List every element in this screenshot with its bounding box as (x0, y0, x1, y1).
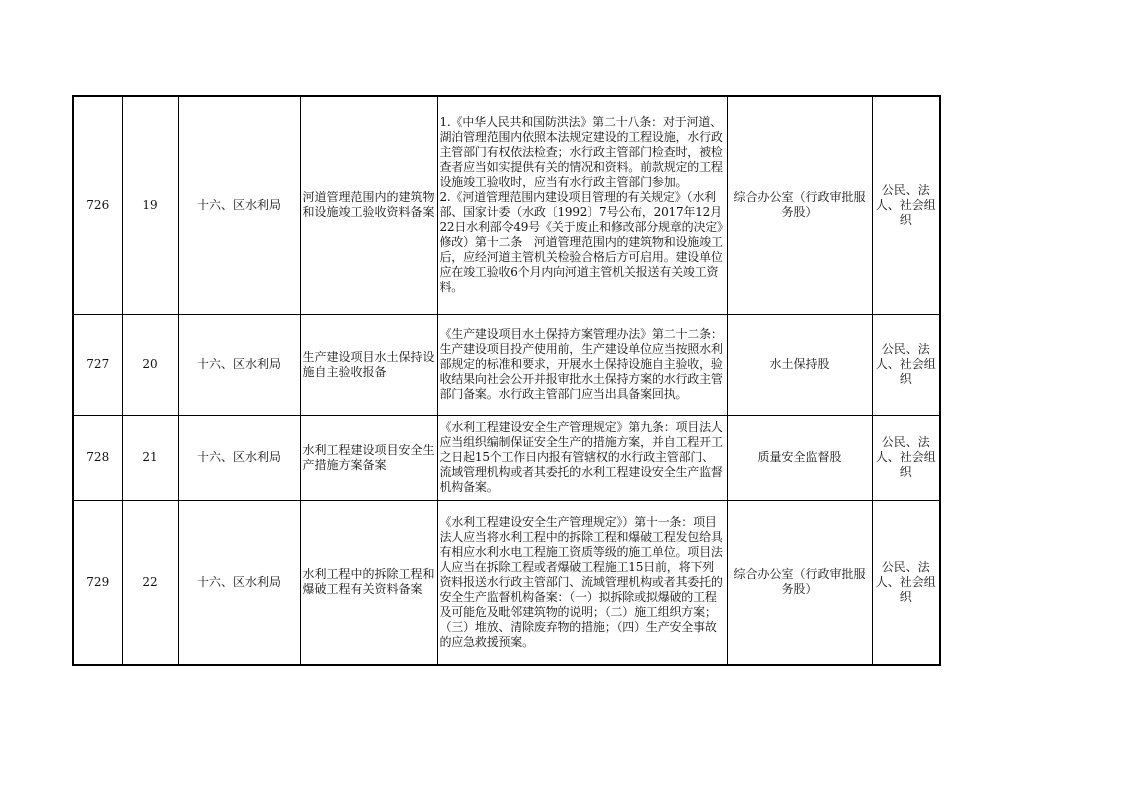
legal-basis-cell: 《水利工程建设安全生产管理规定》第九条：项目法人应当组织编制保证安全生产的措施方案，并自工程开工之日起15个工作日内报有管辖权的水行政主管部门、流域管理机构或者其委托的水利工程建设安全生产监督机构备案。 (437, 415, 727, 500)
target-cell: 公民、法人、社会组织 (872, 500, 940, 665)
dept-cell: 十六、区水利局 (178, 415, 300, 500)
sub-seq-cell: 22 (122, 500, 178, 665)
item-name-cell: 水利工程中的拆除工程和爆破工程有关资料备案 (300, 500, 437, 665)
records-table (72, 95, 941, 666)
legal-basis-cell: 《生产建设项目水土保持方案管理办法》第二十二条：生产建设项目投产使用前，生产建设单位应当按照水利部规定的标准和要求，开展水土保持设施自主验收，验收结果向社会公开并报审批水土保持方案的水行政主管部门备案。水行政主管部门应当出具备案回执。 (437, 314, 727, 415)
office-cell: 综合办公室（行政审批服务股） (727, 96, 872, 314)
seq-cell: 726 (73, 96, 122, 314)
table-row (73, 500, 940, 665)
dept-cell: 十六、区水利局 (178, 96, 300, 314)
target-cell: 公民、法人、社会组织 (872, 314, 940, 415)
office-cell: 水土保持股 (727, 314, 872, 415)
office-cell: 质量安全监督股 (727, 415, 872, 500)
dept-cell: 十六、区水利局 (178, 500, 300, 665)
table-row (73, 314, 940, 415)
legal-basis-cell: 1.《中华人民共和国防洪法》第二十八条：对于河道、湖泊管理范围内依照本法规定建设的工程设施，水行政主管部门有权依法检查；水行政主管部门检查时，被检查者应当如实提供有关的情况和资料。前款规定的工程设施竣工验收时，应当有水行政主管部门参加。 2.《河道管理范围内建设项目管理的有关规定》（水利部、国家计委（水政〔1992〕7号公布，2017年12月22日水利部令49号《关于废止和修改部分规章的决定》修改）第十二条 河道管理范围内的建筑物和设施竣工后，应经河道主管机关检验合格后方可启用。建设单位应在竣工验收6个月内向河道主管机关报送有关竣工资料。 (437, 96, 727, 314)
target-cell: 公民、法人、社会组织 (872, 415, 940, 500)
dept-cell: 十六、区水利局 (178, 314, 300, 415)
sub-seq-cell: 19 (122, 96, 178, 314)
seq-cell: 729 (73, 500, 122, 665)
item-name-cell: 河道管理范围内的建筑物和设施竣工验收资料备案 (300, 96, 437, 314)
table-row (73, 96, 940, 314)
item-name-cell: 生产建设项目水土保持设施自主验收报备 (300, 314, 437, 415)
sub-seq-cell: 20 (122, 314, 178, 415)
seq-cell: 728 (73, 415, 122, 500)
item-name-cell: 水利工程建设项目安全生产措施方案备案 (300, 415, 437, 500)
target-cell: 公民、法人、社会组织 (872, 96, 940, 314)
legal-basis-cell: 《水利工程建设安全生产管理规定》）第十一条：项目法人应当将水利工程中的拆除工程和爆破工程发包给具有相应水利水电工程施工资质等级的施工单位。项目法人应当在拆除工程或者爆破工程施工15日前，将下列资料报送水行政主管部门、流域管理机构或者其委托的安全生产监督机构备案：（一）拟拆除或拟爆破的工程及可能危及毗邻建筑物的说明；（二）施工组织方案；（三）堆放、清除废弃物的措施；（四）生产安全事故的应急救援预案。 (437, 500, 727, 665)
office-cell: 综合办公室（行政审批服务股） (727, 500, 872, 665)
sub-seq-cell: 21 (122, 415, 178, 500)
seq-cell: 727 (73, 314, 122, 415)
table-row (73, 415, 940, 500)
